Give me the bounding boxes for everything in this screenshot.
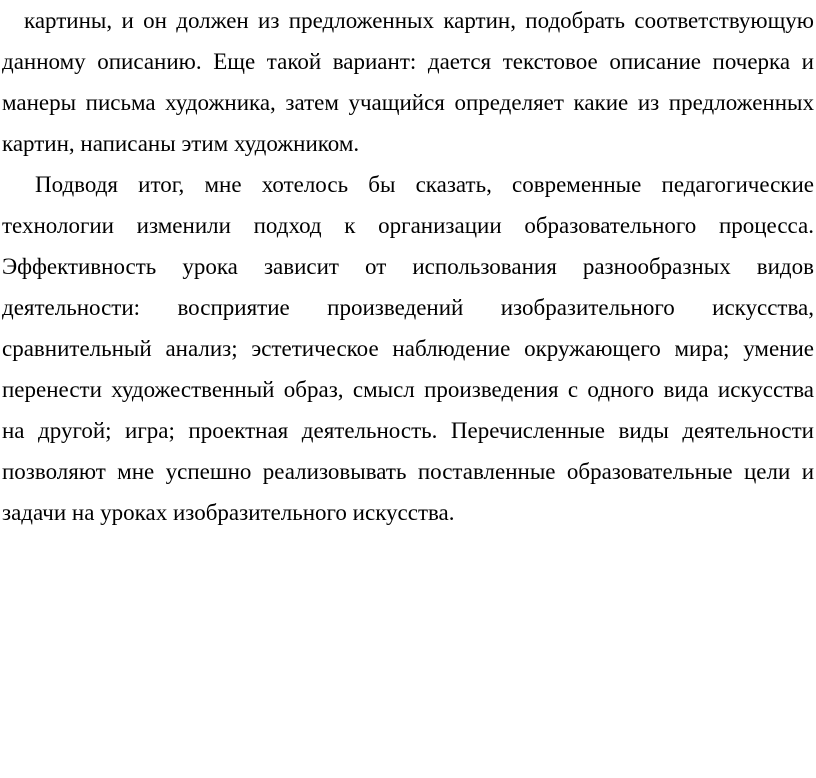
paragraph-continuation <box>2 0 814 164</box>
text-line: деятельности: восприятие произведений изобразительного искусства, <box>2 295 814 320</box>
text-line: Подводя итог, мне хотелось бы сказать, современные педагогические <box>35 172 814 197</box>
text-line: на другой; игра; проектная деятельность. Перечисленные виды деятельности <box>2 418 814 443</box>
text-line: перенести художественный образ, смысл произведения с одного вида искусства <box>2 377 814 402</box>
text-line: картин, написаны этим художником. <box>2 131 360 156</box>
text-line: сравнительный анализ; эстетическое наблюдение окружающего мира; умение <box>2 336 814 361</box>
text-line: Эффективность урока зависит от использования разнообразных видов <box>2 254 814 279</box>
text-line: технологии изменили подход к организации образовательного процесса. <box>2 213 814 238</box>
text-line: задачи на уроках изобразительного искусства. <box>2 500 455 525</box>
text-line: данному описанию. Еще такой вариант: дается текстовое описание почерка и <box>2 49 814 74</box>
text-line: картины, и он должен из предложенных картин, подобрать соответствующую <box>24 8 814 33</box>
paragraph-conclusion <box>2 164 814 533</box>
text-line: позволяют мне успешно реализовывать поставленные образовательные цели и <box>2 459 814 484</box>
text-line: манеры письма художника, затем учащийся определяет какие из предложенных <box>2 90 814 115</box>
